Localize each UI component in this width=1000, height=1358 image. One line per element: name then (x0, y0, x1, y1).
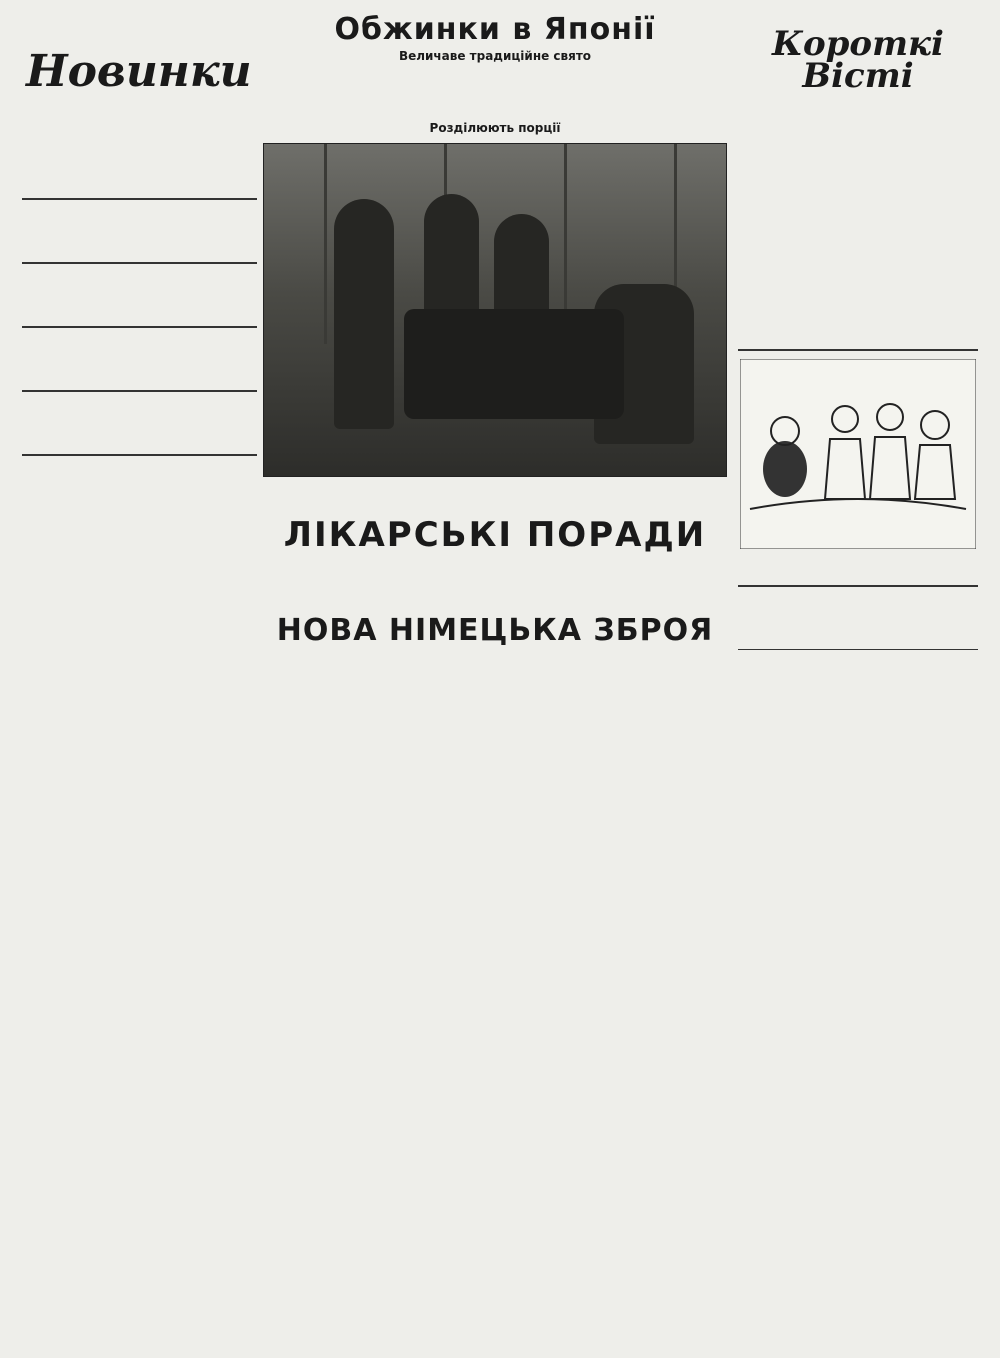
photo-fuel-drums (404, 309, 624, 419)
left-article-6 (22, 464, 257, 504)
weapons-headline: НОВА НІМЕЦЬКА ЗБРОЯ (276, 613, 714, 648)
right-masthead-line-1: Короткі (772, 24, 944, 64)
left-rule-1 (22, 198, 257, 200)
left-article-6-body (22, 464, 257, 504)
argentina-article (738, 595, 978, 635)
left-rule-3 (22, 326, 257, 328)
right-masthead (738, 24, 978, 97)
left-masthead: Новинки (26, 46, 252, 97)
left-article-4-body (22, 336, 257, 376)
right-article-2-body (738, 187, 978, 227)
right-column (738, 18, 978, 1348)
left-article-2-body (22, 208, 257, 248)
colophon (738, 649, 978, 683)
photo-caption (266, 481, 724, 505)
right-article-1-body (738, 133, 978, 173)
left-article-4 (22, 336, 257, 376)
right-article-4 (738, 295, 978, 335)
photo-tree-1 (324, 144, 327, 344)
left-article-5 (22, 400, 257, 440)
right-article-3 (738, 241, 978, 281)
left-article-2 (22, 208, 257, 248)
right-rule-1 (738, 349, 978, 351)
left-rule-2 (22, 262, 257, 264)
left-article-3 (22, 272, 257, 312)
left-article-1-body (22, 144, 257, 184)
cartoon-caption (738, 553, 978, 577)
left-article-3-body (22, 272, 257, 312)
left-article-1 (22, 144, 257, 184)
medical-article (262, 515, 728, 599)
right-article-3-body (738, 241, 978, 281)
right-rule-2 (738, 585, 978, 587)
photo-figure-1 (334, 199, 394, 429)
weapons-article (262, 613, 728, 692)
medical-headline: ЛІКАРСЬКІ ПОРАДИ (283, 515, 707, 555)
argentina-body (738, 595, 978, 635)
harvest-body (262, 67, 728, 107)
left-rule-5 (22, 454, 257, 456)
left-rule-4 (22, 390, 257, 392)
right-article-1 (738, 133, 978, 173)
right-article-4-body (738, 295, 978, 335)
harvest-headline: Обжинки в Японії (334, 12, 656, 47)
medical-body (262, 559, 728, 599)
photo-title: Розділюють порції (429, 121, 561, 135)
harvest-subhead: Величаве традиційне свято (398, 49, 592, 63)
harvest-article (262, 12, 728, 107)
left-article-5-body (22, 400, 257, 440)
right-article-2 (738, 187, 978, 227)
harvest-photo (263, 143, 727, 477)
weapons-body (262, 652, 728, 692)
cartoon-illustration (740, 359, 976, 549)
right-masthead-line-2: Вісті (802, 56, 914, 97)
left-column (22, 30, 257, 1330)
middle-column (262, 8, 728, 1348)
